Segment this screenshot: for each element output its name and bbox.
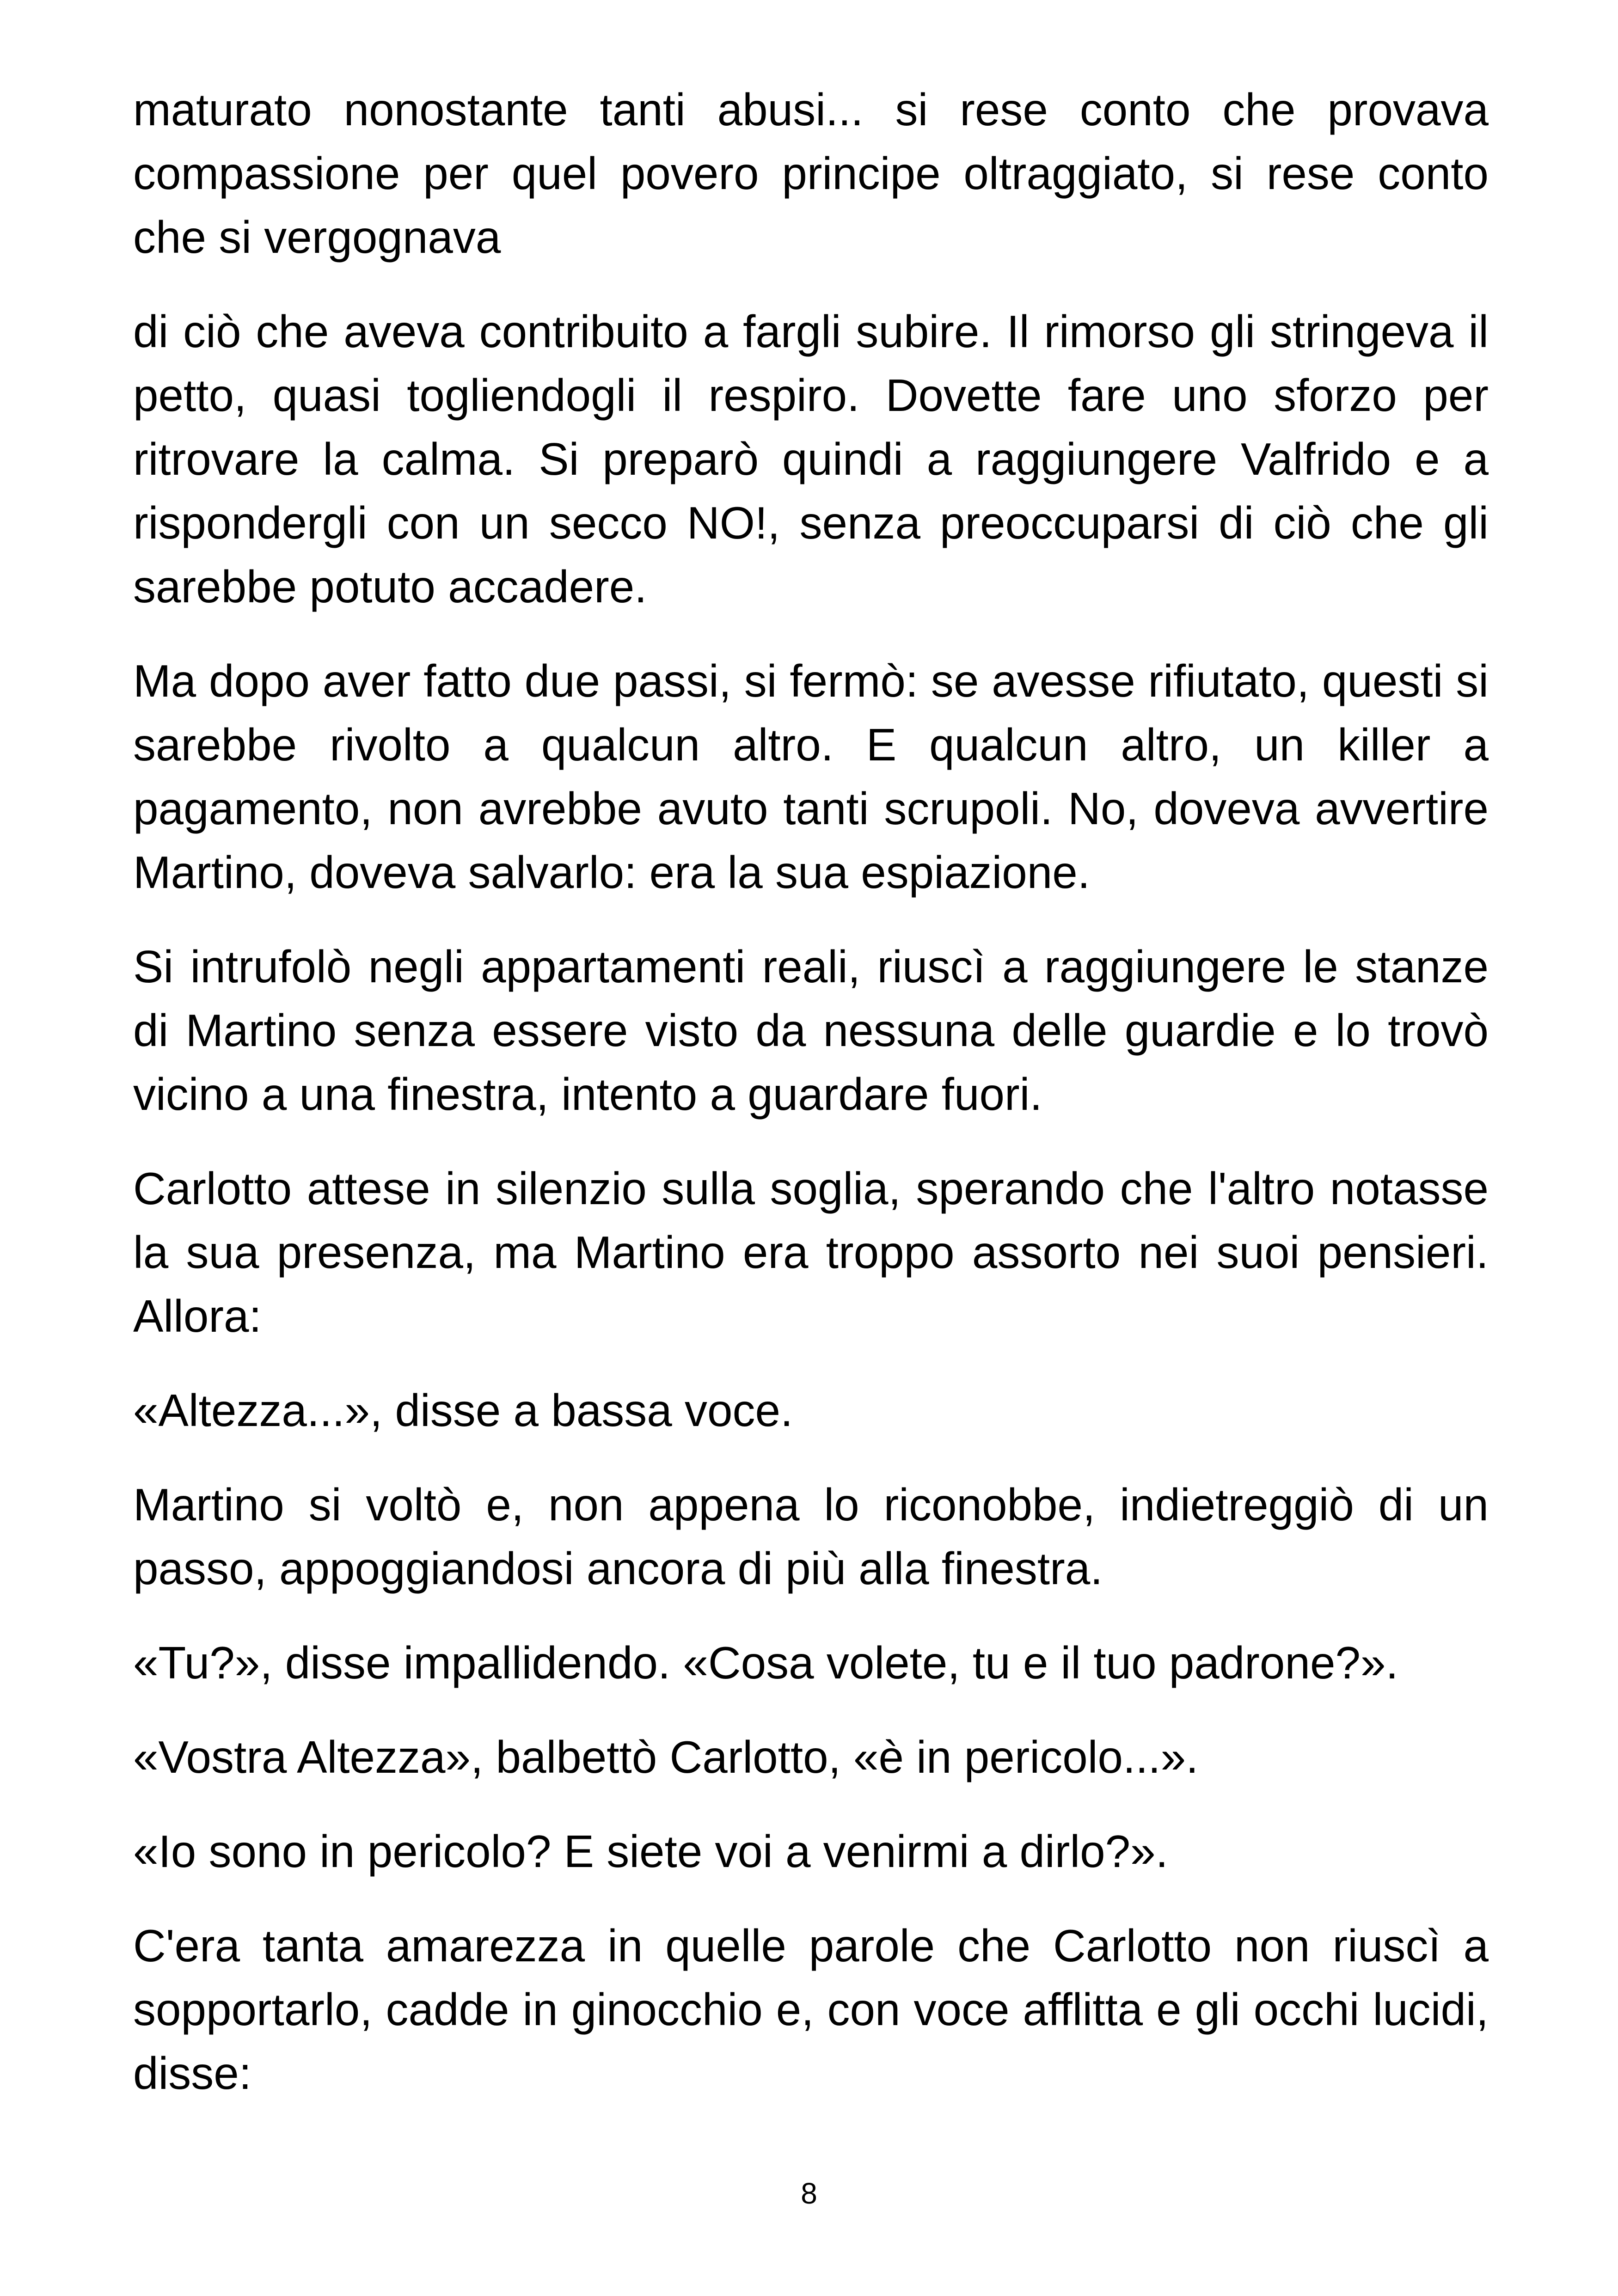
paragraph: C'era tanta amarezza in quelle parole che Carlotto non riuscì a sopportarlo, cadde in ginocchio e, con voce afflitta e gli occhi lucidi, disse:: [133, 1920, 1489, 2099]
paragraph: di ciò che aveva contribuito a fargli subire. Il rimorso gli stringeva il petto, quasi togliendogli il respiro. Dovette fare uno sforzo per ritrovare la calma. Si preparò quindi a raggiungere Valfrido e a rispondergli con un secco NO!, senza preoccuparsi di ciò che gli sarebbe potuto accadere.: [133, 306, 1489, 612]
paragraph: «Vostra Altezza», balbettò Carlotto, «è in pericolo...».: [133, 1732, 1199, 1782]
paragraph: «Altezza...», disse a bassa voce.: [133, 1385, 793, 1436]
paragraph: Si intrufolò negli appartamenti reali, riuscì a raggiungere le stanze di Martino senza essere visto da nessuna delle guardie e lo trovò vicino a una finestra, intento a guardare fuori.: [133, 941, 1489, 1120]
paragraph: «Io sono in pericolo? E siete voi a venirmi a dirlo?».: [133, 1826, 1168, 1877]
paragraph: maturato nonostante tanti abusi... si rese conto che provava compassione per quel povero principe oltraggiato, si rese conto che si vergognava: [133, 84, 1489, 263]
body-text: [133, 78, 1489, 2136]
page-number: 8: [801, 2177, 817, 2210]
paragraph: Ma dopo aver fatto due passi, si fermò: se avesse rifiutato, questi si sarebbe rivolto a qualcun altro. E qualcun altro, un killer a pagamento, non avrebbe avuto tanti scrupoli. No, doveva avvertire Martino, doveva salvarlo: era la sua espiazione.: [133, 655, 1489, 898]
paragraph: Carlotto attese in silenzio sulla soglia, sperando che l'altro notasse la sua presenza, ma Martino era troppo assorto nei suoi pensieri. Allora:: [133, 1163, 1489, 1341]
paragraph: Martino si voltò e, non appena lo riconobbe, indietreggiò di un passo, appoggiandosi ancora di più alla finestra.: [133, 1479, 1489, 1594]
paragraph: «Tu?», disse impallidendo. «Cosa volete, tu e il tuo padrone?».: [133, 1637, 1398, 1688]
